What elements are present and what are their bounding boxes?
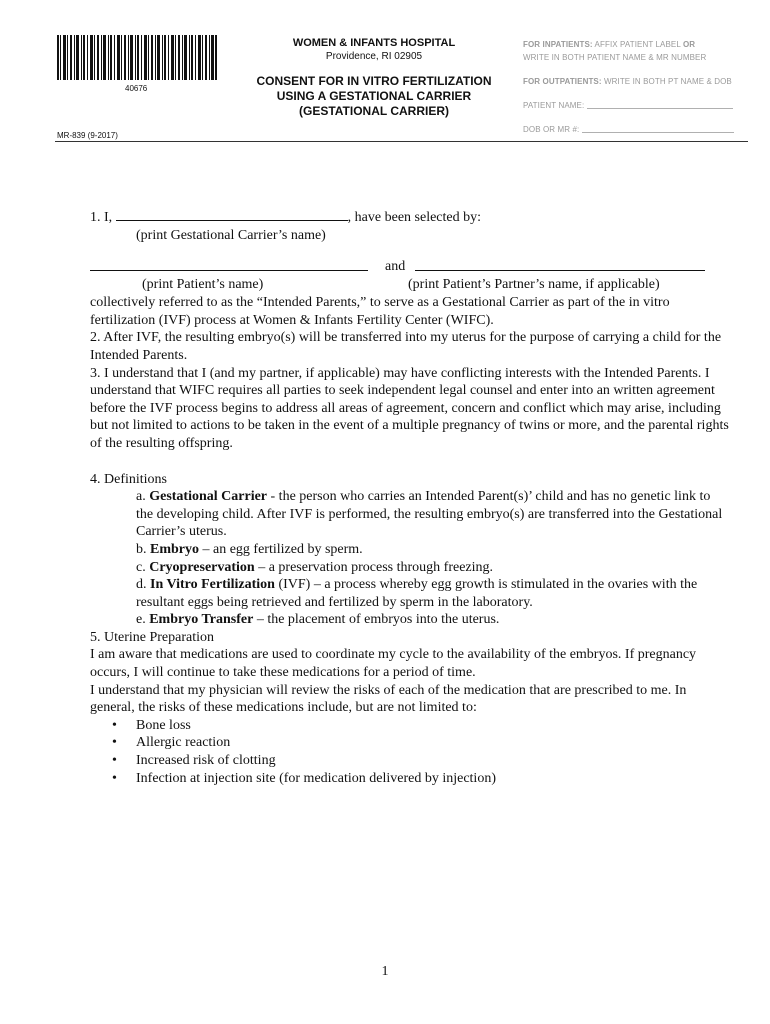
gestational-carrier-name-field[interactable]	[116, 208, 348, 221]
patient-name-field[interactable]	[587, 108, 733, 109]
definition-item	[136, 576, 730, 611]
inpatients-label: FOR INPATIENTS:	[523, 40, 593, 49]
section-1-suffix: , have been selected by:	[347, 210, 481, 225]
definition-term: Cryopreservation	[149, 559, 255, 575]
partner-name-line[interactable]	[415, 258, 705, 271]
definition-text: (IVF) – a process whereby egg growth is stimulated in the ovaries with the resultant eggs being retrieved and fertilized by sperm in the laboratory.	[136, 577, 698, 610]
section-4-heading: 4. Definitions	[90, 471, 167, 487]
patient-label-box	[523, 38, 743, 136]
definition-item	[136, 559, 730, 577]
definition-letter: d.	[136, 577, 147, 593]
dob-mr-label: DOB OR MR #:	[523, 125, 580, 134]
list-item	[112, 734, 730, 752]
section-5-paragraph-1: I am aware that medications are used to coordinate my cycle to the availability of the embryos. If pregnancy occurs, I will continue to take these medications for a period of time.	[90, 647, 697, 681]
form-title	[245, 74, 503, 119]
outpatients-text: WRITE IN BOTH PT NAME & DOB	[603, 77, 732, 86]
partner-name-caption: (print Patient’s Partner’s name, if applicable)	[408, 277, 660, 293]
inpatients-text: AFFIX PATIENT LABEL	[594, 40, 681, 49]
definition-item	[136, 488, 730, 541]
bullet-icon: •	[112, 753, 117, 769]
section-1-line	[90, 208, 730, 227]
and-text: and	[385, 259, 406, 275]
form-code: MR-839 (9-2017)	[57, 131, 118, 140]
list-item	[112, 770, 730, 788]
definition-letter: e.	[136, 612, 146, 628]
outpatients-label: FOR OUTPATIENTS:	[523, 77, 602, 86]
definition-term: In Vitro Fertilization	[150, 577, 275, 593]
definition-letter: b.	[136, 541, 147, 557]
definition-term: Embryo Transfer	[149, 612, 254, 628]
page-number: 1	[381, 964, 389, 979]
risk-text: Bone loss	[136, 717, 191, 733]
consent-body	[90, 208, 730, 787]
definition-letter: a.	[136, 489, 146, 505]
definition-text: – a preservation process through freezing.	[254, 559, 494, 575]
definition-text: - the person who carries an Intended Parent(s)’ child and has no genetic link to the developing child. After IVF is performed, the resulting embryo(s) are transferred into the Gestational Carrier’s uterus.	[136, 489, 723, 540]
inpatients-text2: WRITE IN BOTH PATIENT NAME & MR NUMBER	[523, 53, 707, 62]
bullet-icon: •	[112, 735, 117, 751]
list-item	[112, 752, 730, 770]
medication-risks-list	[90, 717, 730, 787]
section-3: 3. I understand that I (and my partner, if applicable) may have conflicting interests with the Intended Parents. I understand that WIFC requires all parties to seek independent legal counsel and enter into an written agreement before the IVF process begins to address all areas of agreement, concern and conflict which may arise, including but not limited to actions to be taken in the event of a multiple pregnancy of twins or more, and the parental rights of the resulting offspring.	[90, 365, 729, 451]
barcode	[57, 35, 217, 80]
intended-parents-row	[90, 258, 730, 276]
definition-item	[136, 611, 730, 629]
section-4	[90, 471, 730, 629]
intended-parents-captions	[90, 276, 730, 294]
patient-name-caption: (print Patient’s name)	[142, 277, 264, 293]
definition-term: Embryo	[150, 541, 199, 557]
definition-letter: c.	[136, 559, 146, 575]
inpatients-or: OR	[682, 40, 696, 49]
section-5-paragraph-2: I understand that my physician will review the risks of each of the medication that are prescribed to me. In general, the risks of these medications include, but are not limited to:	[90, 682, 687, 716]
definition-term: Gestational Carrier	[149, 489, 268, 505]
definitions-list	[90, 488, 730, 629]
bullet-icon: •	[112, 770, 117, 786]
intended-parents-paragraph: collectively referred to as the “Intended Parents,” to serve as a Gestational Carrier as part of the in vitro fertilization (IVF) process at Women & Infants Fertility Center (WIFC).	[90, 295, 670, 328]
definition-text: – an egg fertilized by sperm.	[199, 541, 363, 557]
section-1-prefix: 1. I,	[90, 210, 113, 225]
definition-item	[136, 541, 730, 559]
bullet-icon: •	[112, 717, 117, 733]
dob-mr-field[interactable]	[582, 132, 734, 133]
section-2: 2. After IVF, the resulting embryo(s) will be transferred into my uterus for the purpose of carrying a child for the Intended Parents.	[90, 330, 722, 363]
list-item	[112, 717, 730, 735]
form-title-line1: CONSENT FOR IN VITRO FERTILIZATION	[256, 74, 492, 88]
risk-text: Infection at injection site (for medication delivered by injection)	[136, 770, 496, 786]
patient-name-line[interactable]	[90, 258, 368, 271]
barcode-number: 40676	[125, 84, 148, 93]
definition-text: – the placement of embryos into the uterus.	[253, 612, 500, 628]
header-divider	[55, 141, 748, 142]
hospital-city: Providence, RI 02905	[325, 51, 423, 62]
section-1	[90, 208, 730, 329]
patient-name-label: PATIENT NAME:	[523, 101, 585, 110]
form-title-line2: USING A GESTATIONAL CARRIER	[276, 89, 472, 103]
section-5-heading: 5. Uterine Preparation	[90, 629, 215, 645]
risk-text: Allergic reaction	[136, 735, 231, 751]
hospital-header	[245, 37, 503, 119]
form-title-line3: (GESTATIONAL CARRIER)	[299, 104, 449, 118]
hospital-name: WOMEN & INFANTS HOSPITAL	[292, 37, 456, 49]
carrier-name-caption: (print Gestational Carrier’s name)	[136, 227, 326, 243]
risk-text: Increased risk of clotting	[136, 753, 276, 769]
